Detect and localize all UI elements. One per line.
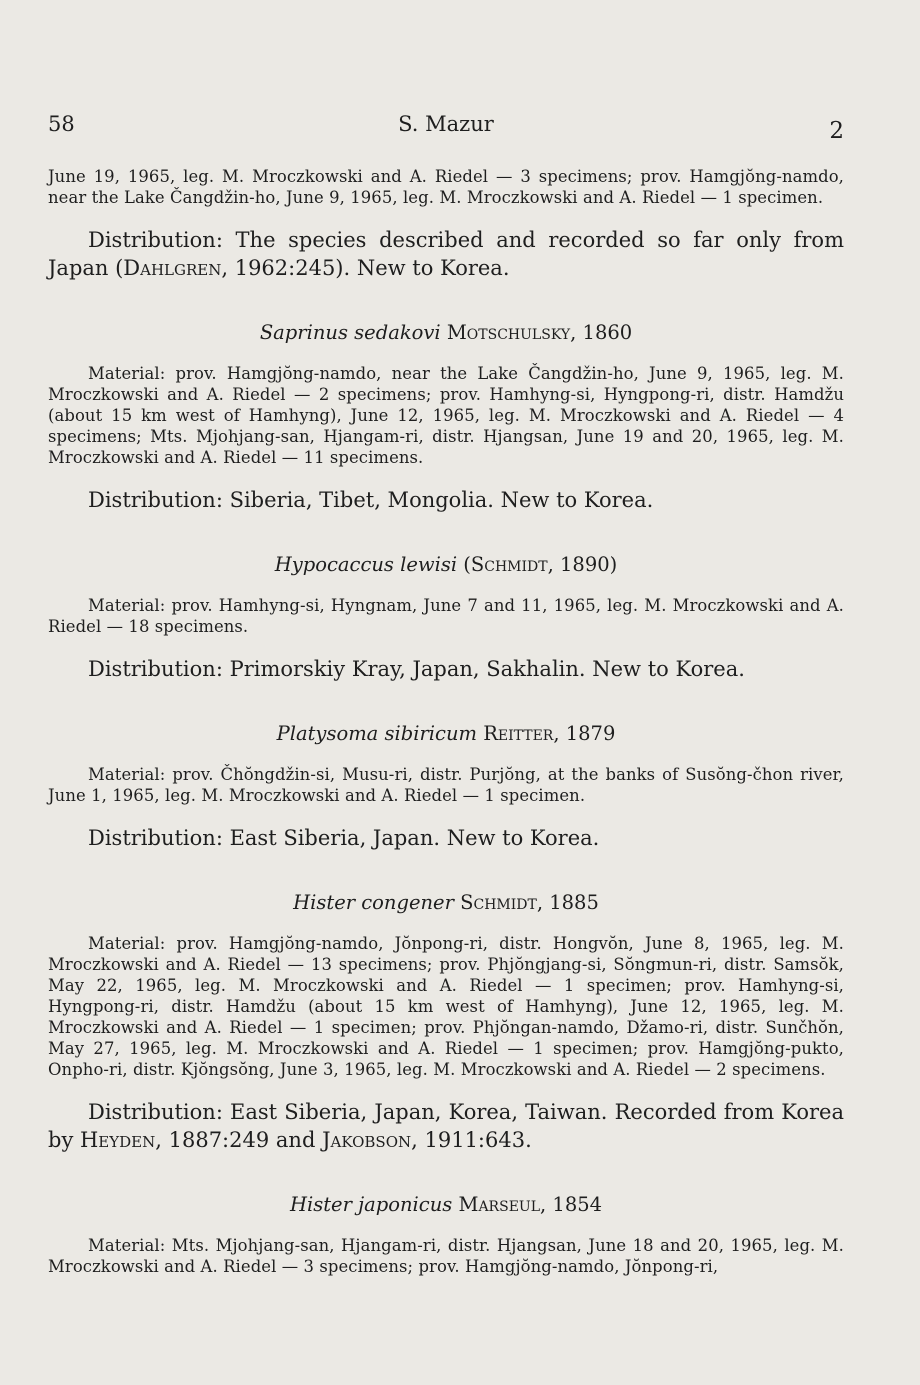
material-paragraph: Material: prov. Hamgjŏng-namdo, Jŏnpong-ri, distr. Hongvŏn, June 8, 1965, leg. M. Mroczkowski and A. Riedel — 13 specimens; prov. Phjŏngjang-si, Sŏngmun-ri, distr. Samsŏk, May 22, 1965, leg. M. Mroczkowski and A. Riedel — 1 specimen; prov. Hamhyng-si, Hyngpong-ri, distr. Hamdžu (about 15 km west of Hamhyng), June 12, 1965, leg. M. Mroczkowski and A. Riedel — 1 specimen; prov. Phjŏngan-namdo, Džamo-ri, distr. Sunčhŏn, May 27, 1965, leg. M. Mroczkowski and A. Riedel — 1 specimen; prov. Hamgjŏng-pukto, Onpho-ri, distr. Kjŏngsŏng, June 3, 1965, leg. M. Mroczkowski and A. Riedel — 2 specimens. — [48, 934, 844, 1079]
species-heading — [48, 721, 844, 747]
distribution-label: Distribution: — [88, 228, 223, 252]
cited-author: Dahlgren — [123, 256, 222, 280]
species-name: Platysoma sibiricum — [276, 722, 477, 745]
distribution-label: Distribution: — [88, 826, 223, 850]
distribution-text: Primorskiy Kray, Japan, Sakhalin. New to Korea. — [229, 657, 745, 681]
distribution-paragraph — [48, 226, 844, 282]
distribution-text: Siberia, Tibet, Mongolia. New to Korea. — [229, 488, 654, 512]
page-number: 58 — [48, 112, 75, 136]
species-year: , 1860 — [570, 321, 633, 344]
species-heading — [48, 1192, 844, 1218]
distribution-text: , 1911:643. — [411, 1128, 532, 1152]
page-header — [48, 112, 844, 142]
material-paragraph: Material: prov. Čhŏngdžin-si, Musu-ri, distr. Purjŏng, at the banks of Susŏng-čhon river, June 1, 1965, leg. M. Mroczkowski and A. Riedel — 1 specimen. — [48, 765, 844, 805]
species-heading — [48, 890, 844, 916]
distribution-text: , 1962:245). New to Korea. — [221, 256, 510, 280]
species-heading — [48, 552, 844, 578]
distribution-text: The species described and recorded so far only from Japan ( — [48, 228, 844, 280]
distribution-label: Distribution: — [88, 1100, 223, 1124]
species-heading — [48, 320, 844, 346]
material-paragraph: Material: prov. Hamgjŏng-namdo, near the Lake Čangdžin-ho, June 9, 1965, leg. M. Mroczkowski and A. Riedel — 2 specimens; prov. Hamhyng-si, Hyngpong-ri, distr. Hamdžu (about 15 km west of Hamhyng), June 12, 1965, leg. M. Mroczkowski and A. Riedel — 4 specimens; Mts. Mjohjang-san, Hjangam-ri, distr. Hjangsan, June 19 and 20, 1965, leg. M. Mroczkowski and A. Riedel — 11 specimens. — [48, 364, 844, 467]
distribution-label: Distribution: — [88, 488, 223, 512]
material-paragraph: Material: Mts. Mjohjang-san, Hjangam-ri, distr. Hjangsan, June 18 and 20, 1965, leg. M. Mroczkowski and A. Riedel — 3 specimens; prov. Hamgjŏng-namdo, Jŏnpong-ri, — [48, 1236, 844, 1276]
material-paragraph: June 19, 1965, leg. M. Mroczkowski and A. Riedel — 3 specimens; prov. Hamgjŏng-namdo, near the Lake Čangdžin-ho, June 9, 1965, leg. M. Mroczkowski and A. Riedel — 1 specimen. — [48, 167, 844, 207]
cited-author: Jakobson — [322, 1128, 412, 1152]
distribution-paragraph — [48, 486, 844, 514]
species-author: Marseul — [458, 1193, 541, 1216]
species-author: Reitter — [483, 722, 554, 745]
distribution-paragraph — [48, 655, 844, 683]
species-author: Schmidt — [460, 891, 537, 914]
material-paragraph: Material: prov. Hamhyng-si, Hyngnam, June 7 and 11, 1965, leg. M. Mroczkowski and A. Riedel — 18 specimens. — [48, 596, 844, 636]
distribution-text: East Siberia, Japan. New to Korea. — [229, 826, 600, 850]
species-author: Motschulsky — [446, 321, 571, 344]
article-body — [48, 166, 844, 1277]
species-author: (Schmidt — [463, 553, 548, 576]
distribution-paragraph — [48, 824, 844, 852]
distribution-text: , 1887:249 and — [155, 1128, 323, 1152]
species-year: , 1854 — [540, 1193, 603, 1216]
species-name: Hypocaccus lewisi — [274, 553, 458, 576]
distribution-paragraph — [48, 1098, 844, 1154]
distribution-label: Distribution: — [88, 657, 223, 681]
species-year: , 1885 — [536, 891, 599, 914]
fascicle-number: 2 — [829, 118, 844, 144]
running-head: S. Mazur — [398, 112, 494, 136]
cited-author: Heyden — [79, 1128, 156, 1152]
species-year: , 1879 — [553, 722, 616, 745]
species-name: Hister congener — [293, 891, 454, 914]
distribution-text: East Siberia, Japan, Korea, Taiwan. Recorded from Korea by — [48, 1100, 844, 1152]
species-name: Saprinus sedakovi — [259, 321, 441, 344]
species-name: Hister japonicus — [289, 1193, 453, 1216]
species-year: , 1890) — [547, 553, 618, 576]
